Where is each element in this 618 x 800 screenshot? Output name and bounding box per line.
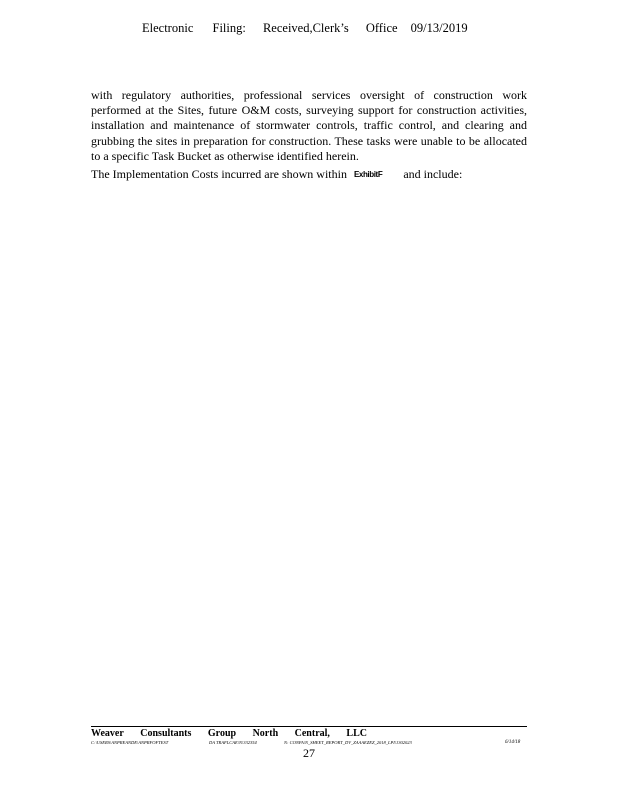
header-date: 09/13/2019 bbox=[410, 21, 468, 35]
header-received: Received,Clerk’s bbox=[262, 21, 349, 35]
body-paragraph-2 bbox=[91, 167, 527, 182]
firm-word: North bbox=[252, 728, 279, 739]
firm-word: Weaver bbox=[91, 728, 124, 739]
header-office: Office bbox=[365, 21, 398, 35]
footer-project-code: DA TRAFLCAE\N\332354 bbox=[209, 740, 257, 745]
firm-word: Consultants bbox=[140, 728, 192, 739]
footer-file-path: C:\USERS\ANPREANDE\ANPRFOFTEST bbox=[91, 740, 169, 745]
body-paragraph-1: with regulatory authorities, professional services oversight of construction work performed at the Sites, future O&M costs, surveying support for construction activities, installation and maintenance of stormwater controls, traffic control, and clearing and grubbing the sites in preparation for construction. These tasks were unable to be allocated to a specific Task Bucket as otherwise identified herein. bbox=[91, 88, 527, 163]
firm-word: Group bbox=[207, 728, 237, 739]
footer-document-path: N: CONFA\N_SHEET_REPORT_DV_ZAAAEZEZ_2018_LPI\1302023 bbox=[284, 740, 412, 745]
page-number: 27 bbox=[303, 746, 315, 760]
firm-word: LLC bbox=[346, 728, 367, 739]
exhibit-reference: ExhibitF bbox=[353, 170, 383, 179]
firm-word: Central, bbox=[294, 728, 330, 739]
header-electronic: Electronic bbox=[142, 21, 194, 35]
footer-divider bbox=[91, 726, 527, 727]
footer-firm-name bbox=[91, 728, 367, 739]
paragraph-2-tail: and include: bbox=[403, 167, 463, 181]
filing-header bbox=[142, 21, 468, 36]
paragraph-2-lead: The Implementation Costs incurred are shown within bbox=[91, 167, 347, 181]
header-filing: Filing: bbox=[212, 21, 246, 35]
footer-date: 6/14/18 bbox=[505, 740, 521, 745]
